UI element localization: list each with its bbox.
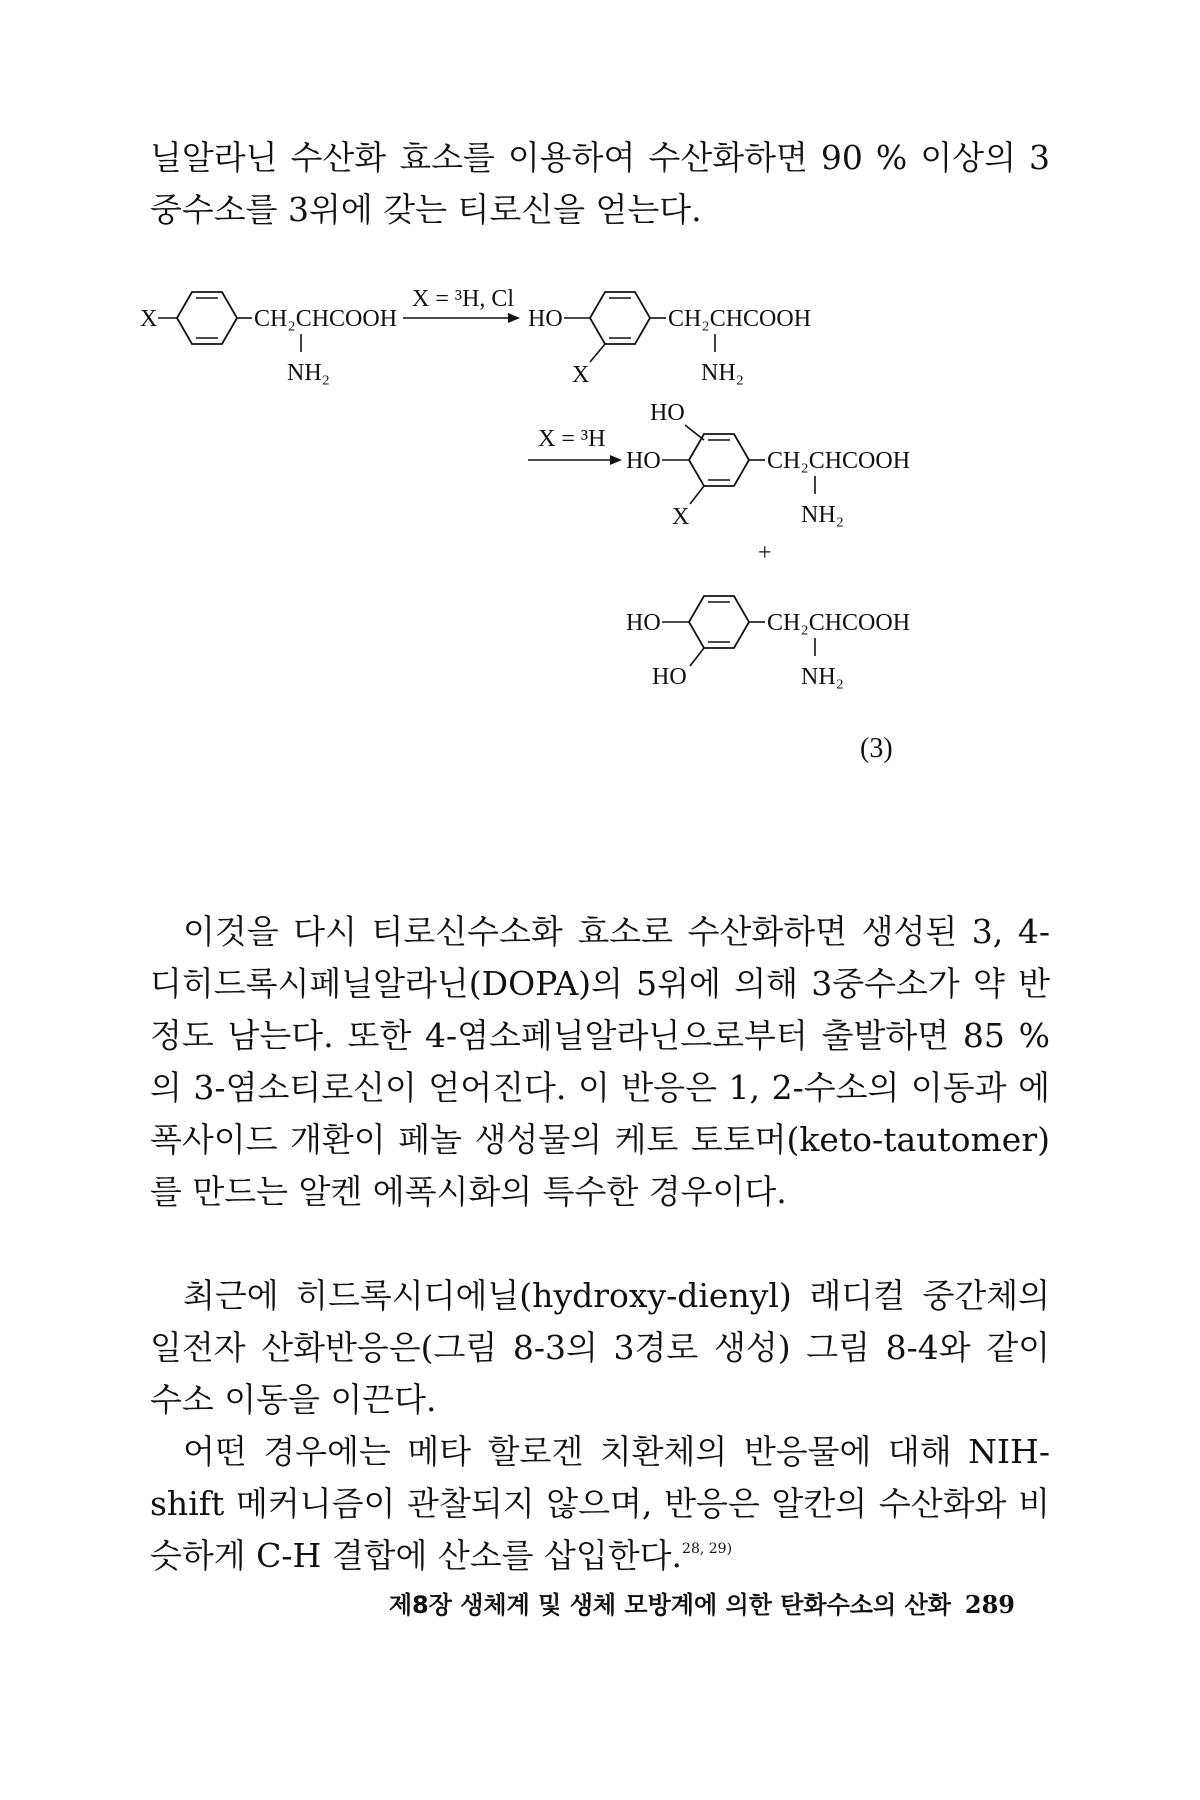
product3-amine: NH₂ (801, 664, 845, 690)
running-footer (300, 1585, 1015, 1620)
product3-hydroxy-bottom: HO (652, 664, 687, 690)
page-number: 289 (964, 1590, 1015, 1619)
reactant-molecule (140, 292, 397, 386)
reactant-amine: NH₂ (287, 360, 331, 386)
product2-side-chain: CH₂CHCOOH (767, 448, 911, 474)
equation-number: (3) (860, 733, 893, 764)
product1-molecule (528, 292, 811, 388)
product2-x: X (672, 504, 690, 530)
product3-hydroxy-left: HO (626, 610, 661, 636)
reaction-arrow-2 (528, 426, 622, 465)
paragraph4-text: 어떤 경우에는 메타 할로겐 치환체의 반응물에 대해 NIH-shift 메커니즘이 관찰되지 않으며, 반응은 알칸의 수산화와 비슷하게 C-H 결합에 산소를 삽입한다. (150, 1432, 1050, 1575)
product1-side-chain: CH₂CHCOOH (668, 306, 812, 332)
arrow2-label: X = ³H (538, 426, 606, 452)
reactant-x: X (140, 306, 158, 332)
arrow1-label: X = ³H, Cl (412, 286, 515, 312)
paragraph-dopa: 이것을 다시 티로신수소화 효소로 수산화하면 생성된 3, 4-디히드록시페닐알라닌(DOPA)의 5위에 의해 3중수소가 약 반 정도 남는다. 또한 4-염소페닐알라닌으로부터 출발하면 85 %의 3-염소티로신이 얻어진다. 이 반응은 1, 2-수소의 이동과 에폭사이드 개환이 페놀 생성물의 케토 토토머(keto-tautomer)를 만드는 알켄 에폭시화의 특수한 경우이다. (150, 912, 1050, 1211)
plus-sign: + (758, 540, 772, 566)
paragraph-nih-shift (150, 1426, 1050, 1582)
product1-hydroxy: HO (528, 306, 563, 332)
chapter-title: 제8장 생체계 및 생체 모방계에 의한 탄화수소의 산화 (388, 1591, 951, 1619)
reaction-arrow-1 (403, 286, 520, 323)
product3-molecule (626, 596, 910, 690)
reactant-side-chain: CH₂CHCOOH (254, 306, 398, 332)
product3-side-chain: CH₂CHCOOH (767, 610, 911, 636)
product2-molecule (626, 400, 910, 530)
reaction-scheme (120, 286, 1060, 860)
paragraph-radical: 최근에 히드록시디에닐(hydroxy-dienyl) 래디컬 중간체의 일전자 산화반응은(그림 8-3의 3경로 생성) 그림 8-4와 같이 수소 이동을 이끈다. (150, 1276, 1050, 1419)
product2-hydroxy-left: HO (626, 448, 661, 474)
paragraph-intro: 닐알라닌 수산화 효소를 이용하여 수산화하면 90 % 이상의 3중수소를 3위에 갖는 티로신을 얻는다. (150, 138, 1050, 229)
product2-amine: NH₂ (801, 502, 845, 528)
reference-superscript: 28, 29) (682, 1541, 733, 1557)
product1-x: X (572, 362, 590, 388)
product1-amine: NH₂ (701, 360, 745, 386)
product2-hydroxy-top: HO (650, 400, 685, 426)
